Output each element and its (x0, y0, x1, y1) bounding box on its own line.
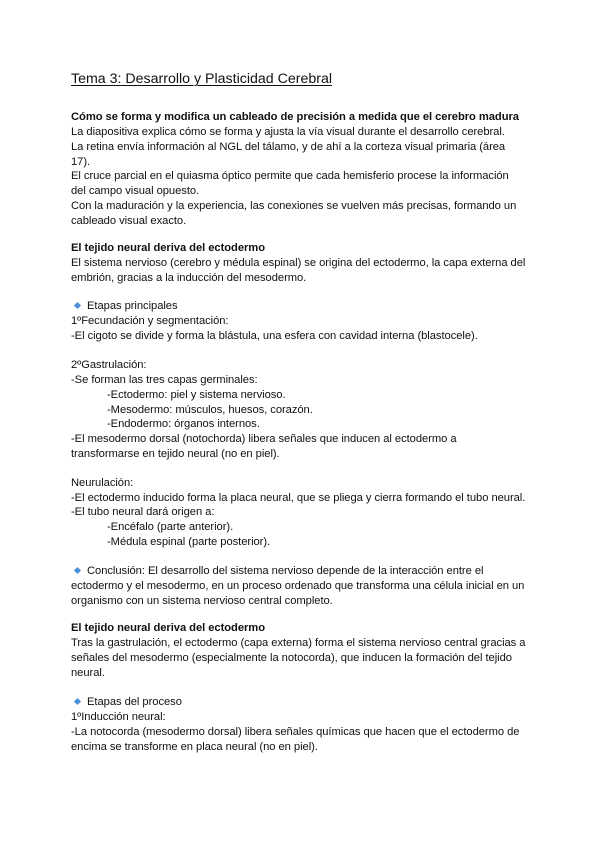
paragraph-line: -Se forman las tres capas germinales: (71, 374, 258, 386)
paragraph-line: -El cigoto se divide y forma la blástula, una esfera con cavidad interna (blastocele). (71, 330, 478, 342)
paragraph-line: neural. (71, 667, 105, 679)
stage-title: 1ºInducción neural: (71, 711, 166, 723)
stage-title: Neurulación: (71, 477, 134, 489)
blue-diamond-icon (74, 567, 81, 574)
bullet-heading (71, 299, 178, 314)
conclusion-line (71, 564, 483, 579)
blue-diamond-icon (74, 698, 81, 705)
paragraph-line: La diapositiva explica cómo se forma y ajusta la vía visual durante el desarrollo cerebral. (71, 126, 505, 138)
bullet-heading-label: Etapas del proceso (87, 696, 182, 708)
list-item: -Endodermo: órganos internos. (107, 418, 260, 430)
list-item: -Mesodermo: músculos, huesos, corazón. (107, 404, 313, 416)
paragraph-line: Con la maduración y la experiencia, las conexiones se vuelven más precisas, formando un (71, 200, 517, 212)
paragraph-line: El sistema nervioso (cerebro y médula espinal) se origina del ectodermo, la capa externa del (71, 257, 526, 269)
conclusion-line: ectodermo y el mesodermo, en un proceso ordenado que transforma una célula inicial en un (71, 580, 525, 592)
paragraph-line: -El ectodermo inducido forma la placa neural, que se pliega y cierra formando el tubo neural. (71, 492, 526, 504)
conclusion-line: organismo con un sistema nervioso central completo. (71, 595, 333, 607)
paragraph-line: -El tubo neural dará origen a: (71, 506, 215, 518)
page-title: Tema 3: Desarrollo y Plasticidad Cerebral (71, 71, 332, 87)
paragraph-line: cableado visual exacto. (71, 215, 187, 227)
section-heading: El tejido neural deriva del ectodermo (71, 242, 265, 254)
paragraph-line: encima se transforme en placa neural (no en piel). (71, 741, 318, 753)
stage-title: 2ºGastrulación: (71, 359, 147, 371)
list-item: -Ectodermo: piel y sistema nervioso. (107, 389, 286, 401)
paragraph-line: El cruce parcial en el quiasma óptico permite que cada hemisferio procese la información (71, 170, 509, 182)
paragraph-line: Tras la gastrulación, el ectodermo (capa externa) forma el sistema nervioso central gracias a (71, 637, 526, 649)
list-item: -Médula espinal (parte posterior). (107, 536, 271, 548)
list-item: -Encéfalo (parte anterior). (107, 521, 234, 533)
paragraph-line: -El mesodermo dorsal (notochorda) libera señales que inducen al ectodermo a (71, 433, 457, 445)
paragraph-line: 17). (71, 156, 91, 168)
paragraph-line: del campo visual opuesto. (71, 185, 200, 197)
paragraph-line: señales del mesodermo (especialmente la notocorda), que inducen la formación del tejido (71, 652, 512, 664)
section-heading: Cómo se forma y modifica un cableado de precisión a medida que el cerebro madura (71, 111, 519, 123)
paragraph-line: embrión, gracias a la inducción del mesodermo. (71, 272, 307, 284)
paragraph-line: La retina envía información al NGL del tálamo, y de ahí a la corteza visual primaria (área (71, 141, 506, 153)
bullet-heading (71, 695, 182, 710)
bullet-heading-label: Etapas principales (87, 300, 178, 312)
section-heading: El tejido neural deriva del ectodermo (71, 622, 265, 634)
paragraph-line: transformarse en tejido neural (no en piel). (71, 448, 280, 460)
paragraph-line: -La notocorda (mesodermo dorsal) libera señales químicas que hacen que el ectodermo de (71, 726, 520, 738)
conclusion-text: Conclusión: El desarrollo del sistema nervioso depende de la interacción entre el (87, 565, 484, 577)
stage-title: 1ºFecundación y segmentación: (71, 315, 229, 327)
blue-diamond-icon (74, 302, 81, 309)
